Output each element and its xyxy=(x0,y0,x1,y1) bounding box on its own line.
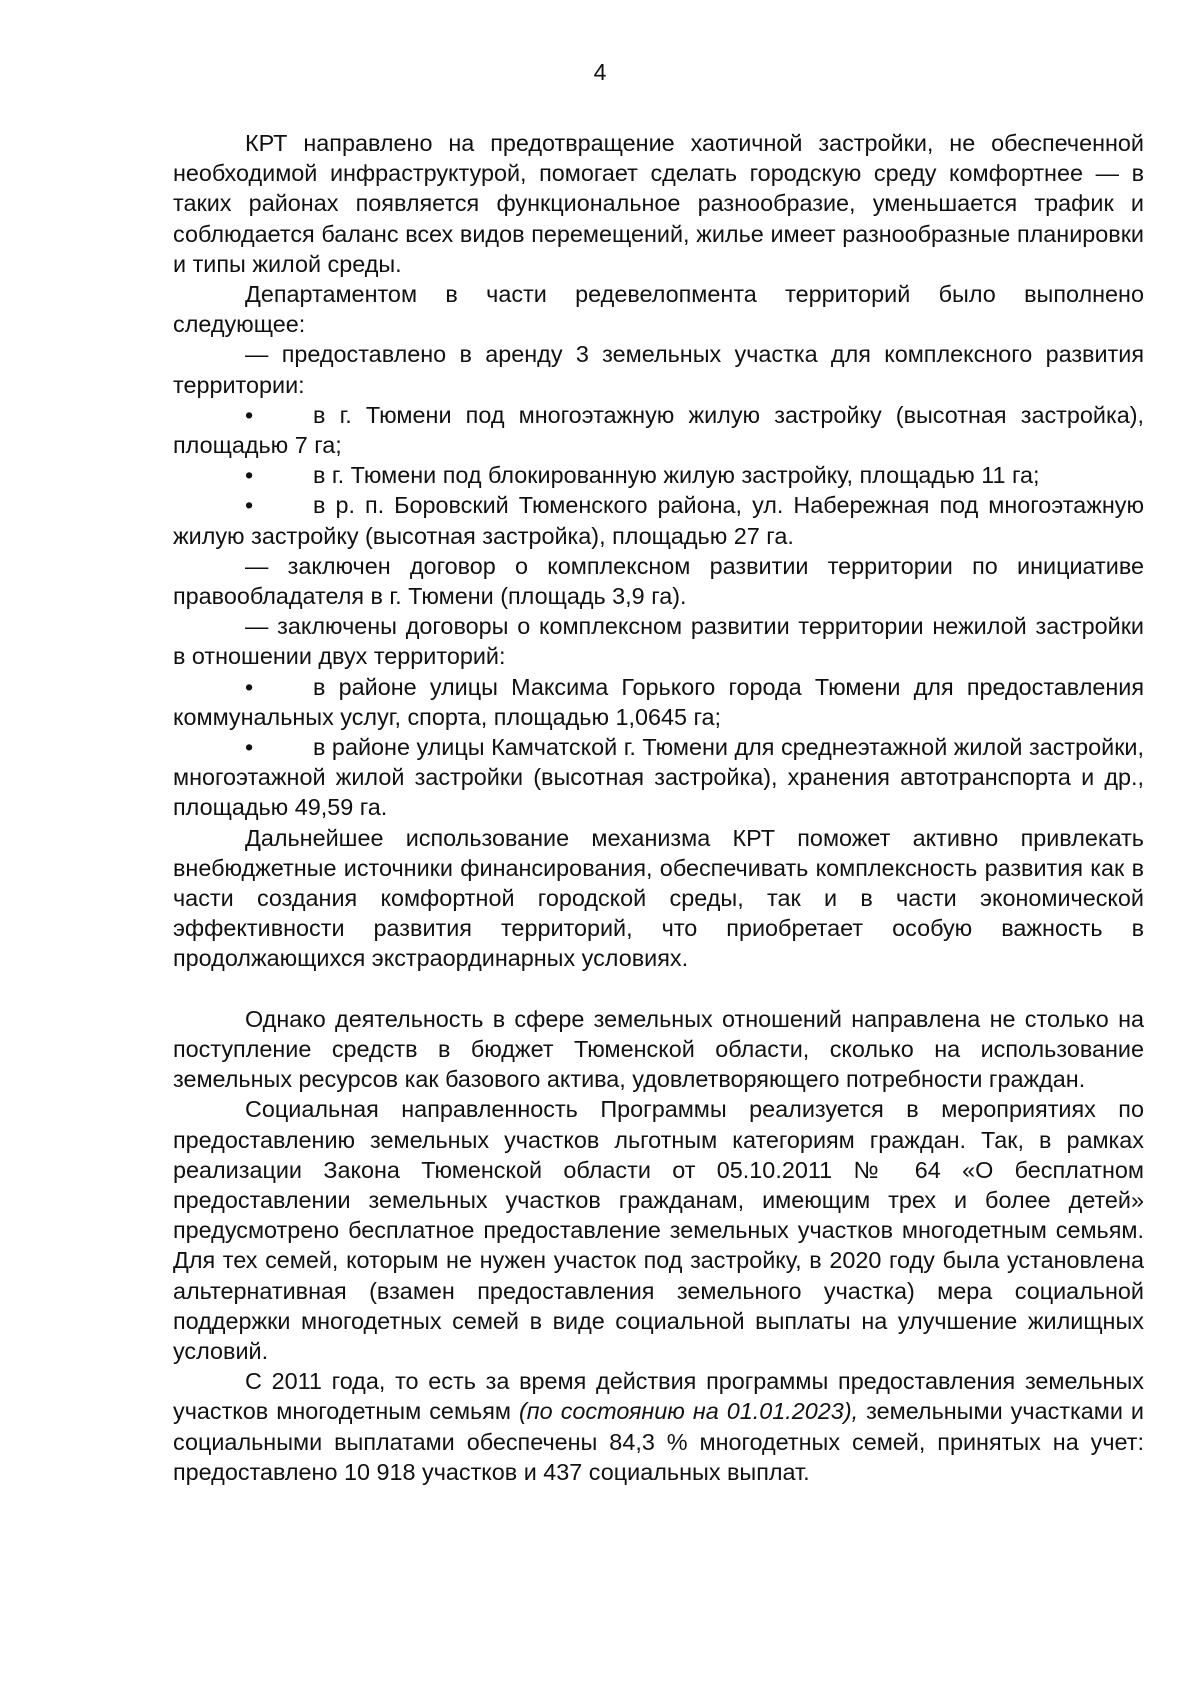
bullet-item xyxy=(173,672,1144,732)
paragraph-spacer xyxy=(173,974,1144,1004)
paragraph-social-orientation: Социальная направленность Программы реализуется в мероприятиях по предоставлению земельных участков льготным категориям граждан. Так, в рамках реализации Закона Тюменской области от 05.10.2011 № 64 «О бесплатном предоставлении земельных участков гражданам, имеющим трех и более детей» предусмотрено бесплатное предоставление земельных участков многодетным семьям. Для тех семей, которым не нужен участок под застройку, в 2020 году была установлена альтернативная (взамен предоставления земельного участка) мера социальной поддержки многодетных семей в виде социальной выплаты на улучшение жилищных условий. xyxy=(173,1096,1144,1364)
page-number: 4 xyxy=(593,59,607,85)
paragraph-krt-future: Дальнейшее использование механизма КРТ поможет активно привлекать внебюджетные источники финансирования, обеспечивать комплексность развития как в части создания комфортной городской среды, так и в части экономической эффективности развития территорий, что приобретает особую важность в продолжающихся экстраординарных условиях. xyxy=(173,824,1144,972)
bullet-item xyxy=(173,460,1144,490)
bullet-icon: • xyxy=(245,734,254,761)
paragraph-contracts-nonresidential: — заключены договоры о комплексном развитии территории нежилой застройки в отношении двух территорий: xyxy=(173,613,1144,670)
bullet-icon: • xyxy=(245,673,254,700)
bullet-text: в г. Тюмени под блокированную жилую застройку, площадью 11 га; xyxy=(313,462,1040,489)
document-body xyxy=(173,128,1144,1487)
results-date-note: (по состоянию на 01.01.2023), xyxy=(519,1398,859,1425)
bullet-item xyxy=(173,732,1144,823)
bullet-icon: • xyxy=(245,401,254,428)
bullet-text: в районе улицы Максима Горького города Тюмени для предоставления коммунальных услуг, спорта, площадью 1,0645 га; xyxy=(173,673,1144,730)
paragraph-lease-intro: — предоставлено в аренду 3 земельных участка для комплексного развития территории: xyxy=(173,341,1144,398)
bullet-text: в районе улицы Камчатской г. Тюмени для среднеэтажной жилой застройки, многоэтажной жилой застройки (высотная застройка), хранения автотранспорта и др., площадью 49,59 га. xyxy=(173,734,1144,821)
paragraph-krt-purpose: КРТ направлено на предотвращение хаотичной застройки, не обеспеченной необходимой инфраструктурой, помогает сделать городскую среду комфортнее — в таких районах появляется функциональное разнообразие, уменьшается трафик и соблюдается баланс всех видов перемещений, жилье имеет разнообразные планировки и типы жилой среды. xyxy=(173,130,1144,277)
paragraph-contract-rights-holder: — заключен договор о комплексном развитии территории по инициативе правообладателя в г. Тюмени (площадь 3,9 га). xyxy=(173,552,1144,610)
results-text-start: С 2011 года, то есть за время действия программы предоставления земельных участков многодетным семьям xyxy=(173,1368,1144,1425)
paragraph-results-since-2011 xyxy=(173,1366,1144,1487)
paragraph-land-relations: Однако деятельность в сфере земельных отношений направлена не столько на поступление средств в бюджет Тюменской области, сколько на использование земельных ресурсов как базового актива, удовлетворяющего потребности граждан. xyxy=(173,1005,1144,1093)
bullet-item xyxy=(173,400,1144,460)
bullet-text: в р. п. Боровский Тюменского района, ул. Набережная под многоэтажную жилую застройку (высотная застройка), площадью 27 га. xyxy=(173,492,1144,549)
bullet-item xyxy=(173,490,1144,550)
paragraph-department-intro: Департаментом в части редевелопмента территорий было выполнено следующее: xyxy=(173,281,1144,338)
results-text-end: земельными участками и социальными выплатами обеспечены 84,3 % многодетных семей, принятых на учет: предоставлено 10 918 участков и 437 социальных выплат. xyxy=(173,1398,1144,1485)
bullet-text: в г. Тюмени под многоэтажную жилую застройку (высотная застройка), площадью 7 га; xyxy=(173,401,1144,459)
bullet-icon: • xyxy=(245,462,254,489)
bullet-icon: • xyxy=(245,492,254,519)
